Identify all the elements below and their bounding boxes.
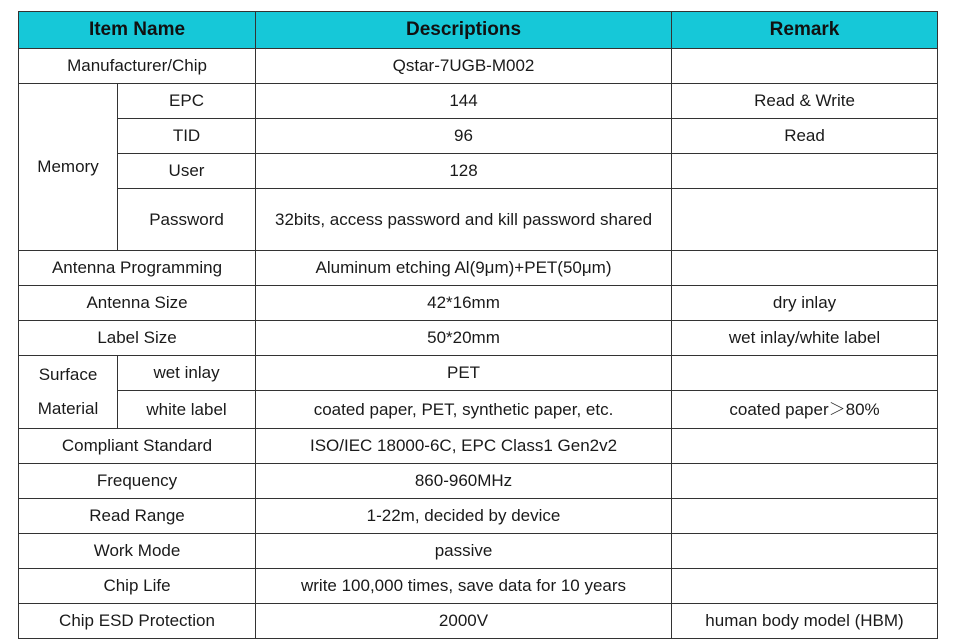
row-label: Chip Life xyxy=(19,569,256,604)
row-label: Compliant Standard xyxy=(19,429,256,464)
row-remark xyxy=(672,499,938,534)
header-descriptions: Descriptions xyxy=(256,12,672,49)
row-desc: 96 xyxy=(256,119,672,154)
row-label: Work Mode xyxy=(19,534,256,569)
row-desc: 2000V xyxy=(256,604,672,639)
row-remark: Read xyxy=(672,119,938,154)
row-desc: 860-960MHz xyxy=(256,464,672,499)
row-desc: 1-22m, decided by device xyxy=(256,499,672,534)
row-remark xyxy=(672,569,938,604)
row-desc: Aluminum etching Al(9μm)+PET(50μm) xyxy=(256,251,672,286)
row-sublabel: User xyxy=(118,154,256,189)
row-desc: 32bits, access password and kill password shared xyxy=(256,189,672,251)
row-desc: 128 xyxy=(256,154,672,189)
table-row xyxy=(19,604,938,639)
header-remark: Remark xyxy=(672,12,938,49)
table-row xyxy=(19,569,938,604)
row-label: Antenna Size xyxy=(19,286,256,321)
row-sublabel: EPC xyxy=(118,84,256,119)
row-sublabel: Password xyxy=(118,189,256,251)
table-row xyxy=(19,499,938,534)
table-row xyxy=(19,286,938,321)
row-label: Antenna Programming xyxy=(19,251,256,286)
table-header-row xyxy=(19,12,938,49)
row-sublabel: white label xyxy=(118,391,256,429)
row-remark: human body model (HBM) xyxy=(672,604,938,639)
row-sublabel: TID xyxy=(118,119,256,154)
table-row xyxy=(19,464,938,499)
table-row xyxy=(19,154,938,189)
row-remark xyxy=(672,464,938,499)
row-remark: wet inlay/white label xyxy=(672,321,938,356)
table-row xyxy=(19,321,938,356)
row-sublabel: wet inlay xyxy=(118,356,256,391)
table-row xyxy=(19,119,938,154)
table-row xyxy=(19,189,938,251)
row-desc: write 100,000 times, save data for 10 years xyxy=(256,569,672,604)
row-remark: Read & Write xyxy=(672,84,938,119)
row-remark xyxy=(672,534,938,569)
row-label: Label Size xyxy=(19,321,256,356)
row-desc: 144 xyxy=(256,84,672,119)
row-remark xyxy=(672,154,938,189)
table-row xyxy=(19,49,938,84)
row-label: Manufacturer/Chip xyxy=(19,49,256,84)
row-desc: Qstar-7UGB-M002 xyxy=(256,49,672,84)
row-remark xyxy=(672,429,938,464)
row-desc: passive xyxy=(256,534,672,569)
surface-material-group-label xyxy=(19,356,118,429)
row-label: Chip ESD Protection xyxy=(19,604,256,639)
row-desc: PET xyxy=(256,356,672,391)
table-row xyxy=(19,356,938,391)
row-label: Frequency xyxy=(19,464,256,499)
row-label: Read Range xyxy=(19,499,256,534)
row-desc: 42*16mm xyxy=(256,286,672,321)
row-desc: coated paper, PET, synthetic paper, etc. xyxy=(256,391,672,429)
row-remark xyxy=(672,356,938,391)
table-row xyxy=(19,84,938,119)
table-row xyxy=(19,251,938,286)
memory-group-label: Memory xyxy=(19,84,118,251)
table-row xyxy=(19,391,938,429)
row-remark xyxy=(672,251,938,286)
table-row xyxy=(19,429,938,464)
row-remark: coated paper＞80% xyxy=(672,391,938,429)
surface-label-line2: Material xyxy=(37,399,99,418)
header-item-name: Item Name xyxy=(19,12,256,49)
row-remark: dry inlay xyxy=(672,286,938,321)
table-row xyxy=(19,534,938,569)
row-remark xyxy=(672,189,938,251)
surface-label-line1: Surface xyxy=(38,365,98,384)
spec-table xyxy=(18,11,938,639)
row-desc: 50*20mm xyxy=(256,321,672,356)
row-desc: ISO/IEC 18000-6C, EPC Class1 Gen2v2 xyxy=(256,429,672,464)
row-remark xyxy=(672,49,938,84)
